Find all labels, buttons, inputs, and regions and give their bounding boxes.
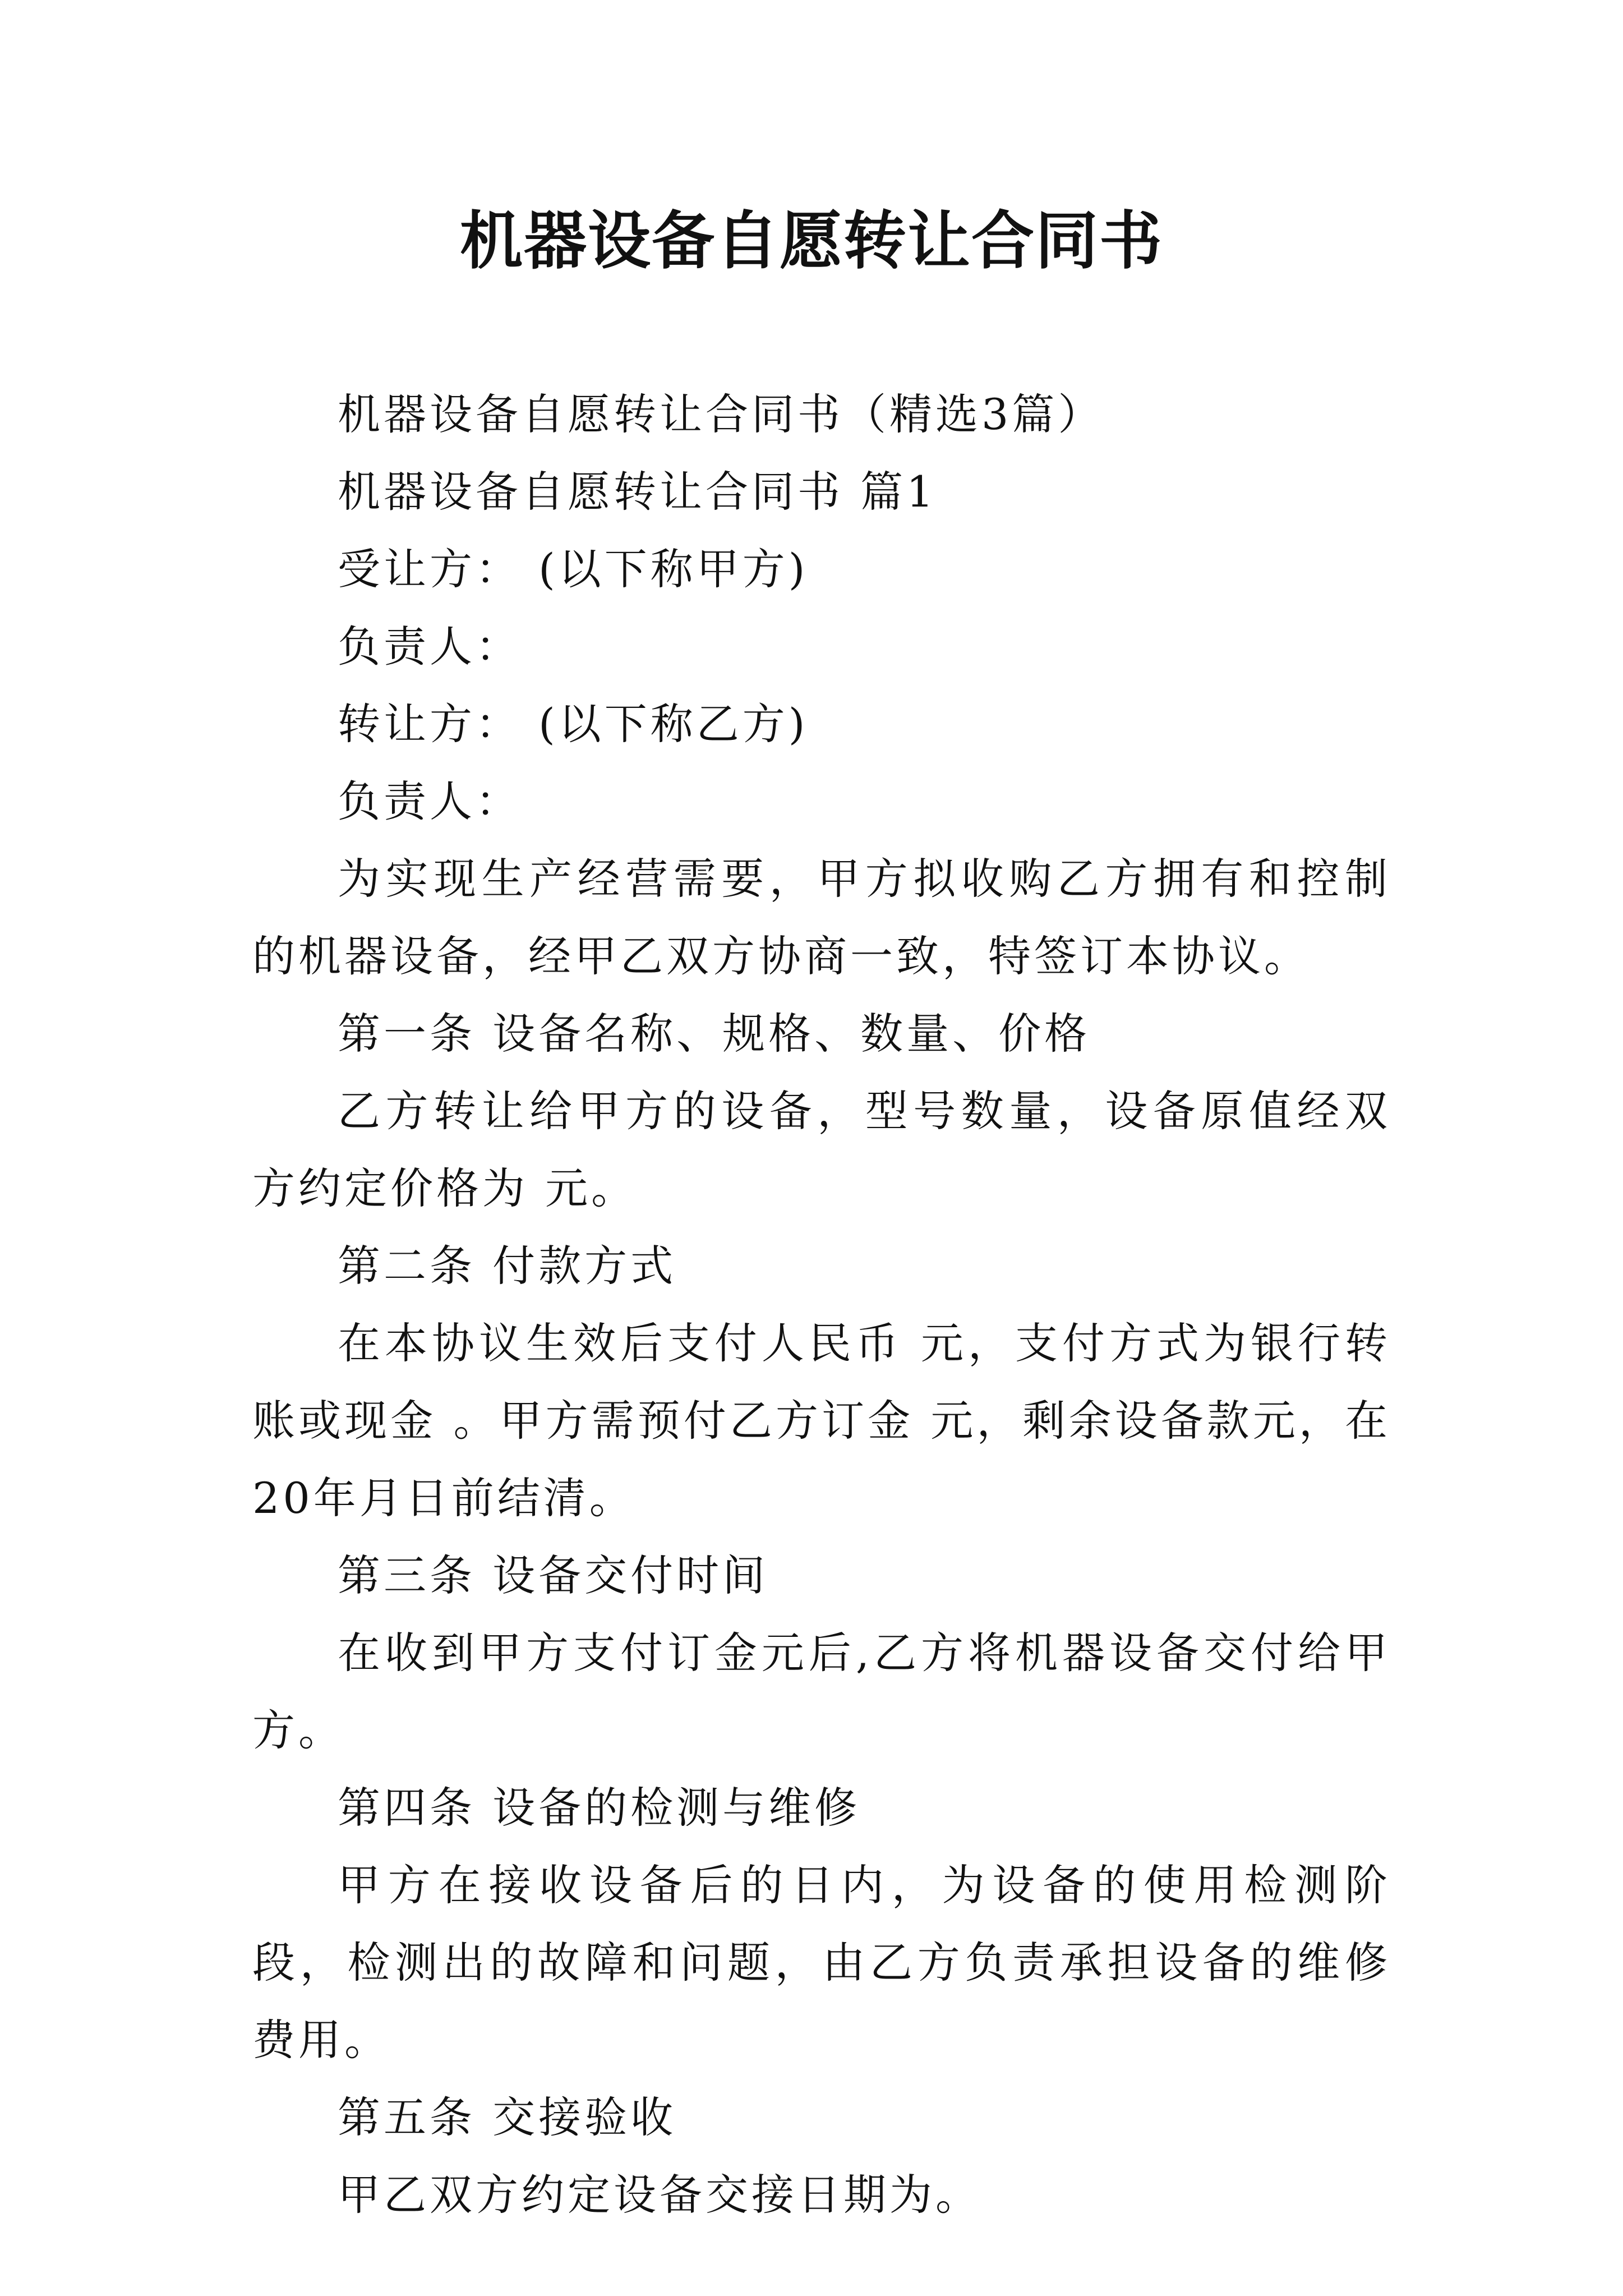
paragraph-party-a-representative: 负责人： bbox=[338, 622, 522, 671]
paragraph-article-5-body: 甲乙双方约定设备交接日期为。 bbox=[338, 2170, 981, 2220]
document-body bbox=[252, 376, 1391, 2234]
paragraph-article-4-body: 甲方在接收设备后的日内，为设备的使用检测阶段，检测出的故障和问题，由乙方负责承担设备的维修费用。 bbox=[252, 1860, 1391, 2065]
paragraph-party-a: 受让方： (以下称甲方) bbox=[338, 544, 809, 594]
paragraph-article-5-heading: 第五条 交接验收 bbox=[338, 2092, 677, 2142]
paragraph-preamble: 为实现生产经营需要，甲方拟收购乙方拥有和控制的机器设备，经甲乙双方协商一致，特签订本协议。 bbox=[252, 854, 1391, 981]
paragraph-article-1-body: 乙方转让给甲方的设备，型号数量，设备原值经双方约定价格为 元。 bbox=[252, 1086, 1391, 1213]
paragraph-article-3-heading: 第三条 设备交付时间 bbox=[338, 1550, 769, 1600]
paragraph-article-1-heading: 第一条 设备名称、规格、数量、价格 bbox=[338, 1009, 1091, 1059]
paragraph-subtitle: 机器设备自愿转让合同书（精选3篇） bbox=[338, 389, 1104, 439]
paragraph-party-b-representative: 负责人： bbox=[338, 776, 522, 826]
paragraph-article-3-body: 在收到甲方支付订金元后,乙方将机器设备交付给甲方。 bbox=[252, 1628, 1391, 1755]
paragraph-article-2-heading: 第二条 付款方式 bbox=[338, 1241, 677, 1291]
paragraph-section-heading: 机器设备自愿转让合同书 篇1 bbox=[338, 467, 937, 517]
document-title: 机器设备自愿转让合同书 bbox=[460, 204, 1163, 278]
paragraph-article-4-heading: 第四条 设备的检测与维修 bbox=[338, 1783, 861, 1833]
paragraph-party-b: 转让方： (以下称乙方) bbox=[338, 699, 809, 749]
paragraph-article-2-body: 在本协议生效后支付人民币 元，支付方式为银行转账或现金 。甲方需预付乙方订金 元，剩余设备款元，在20年月日前结清。 bbox=[252, 1318, 1391, 1523]
